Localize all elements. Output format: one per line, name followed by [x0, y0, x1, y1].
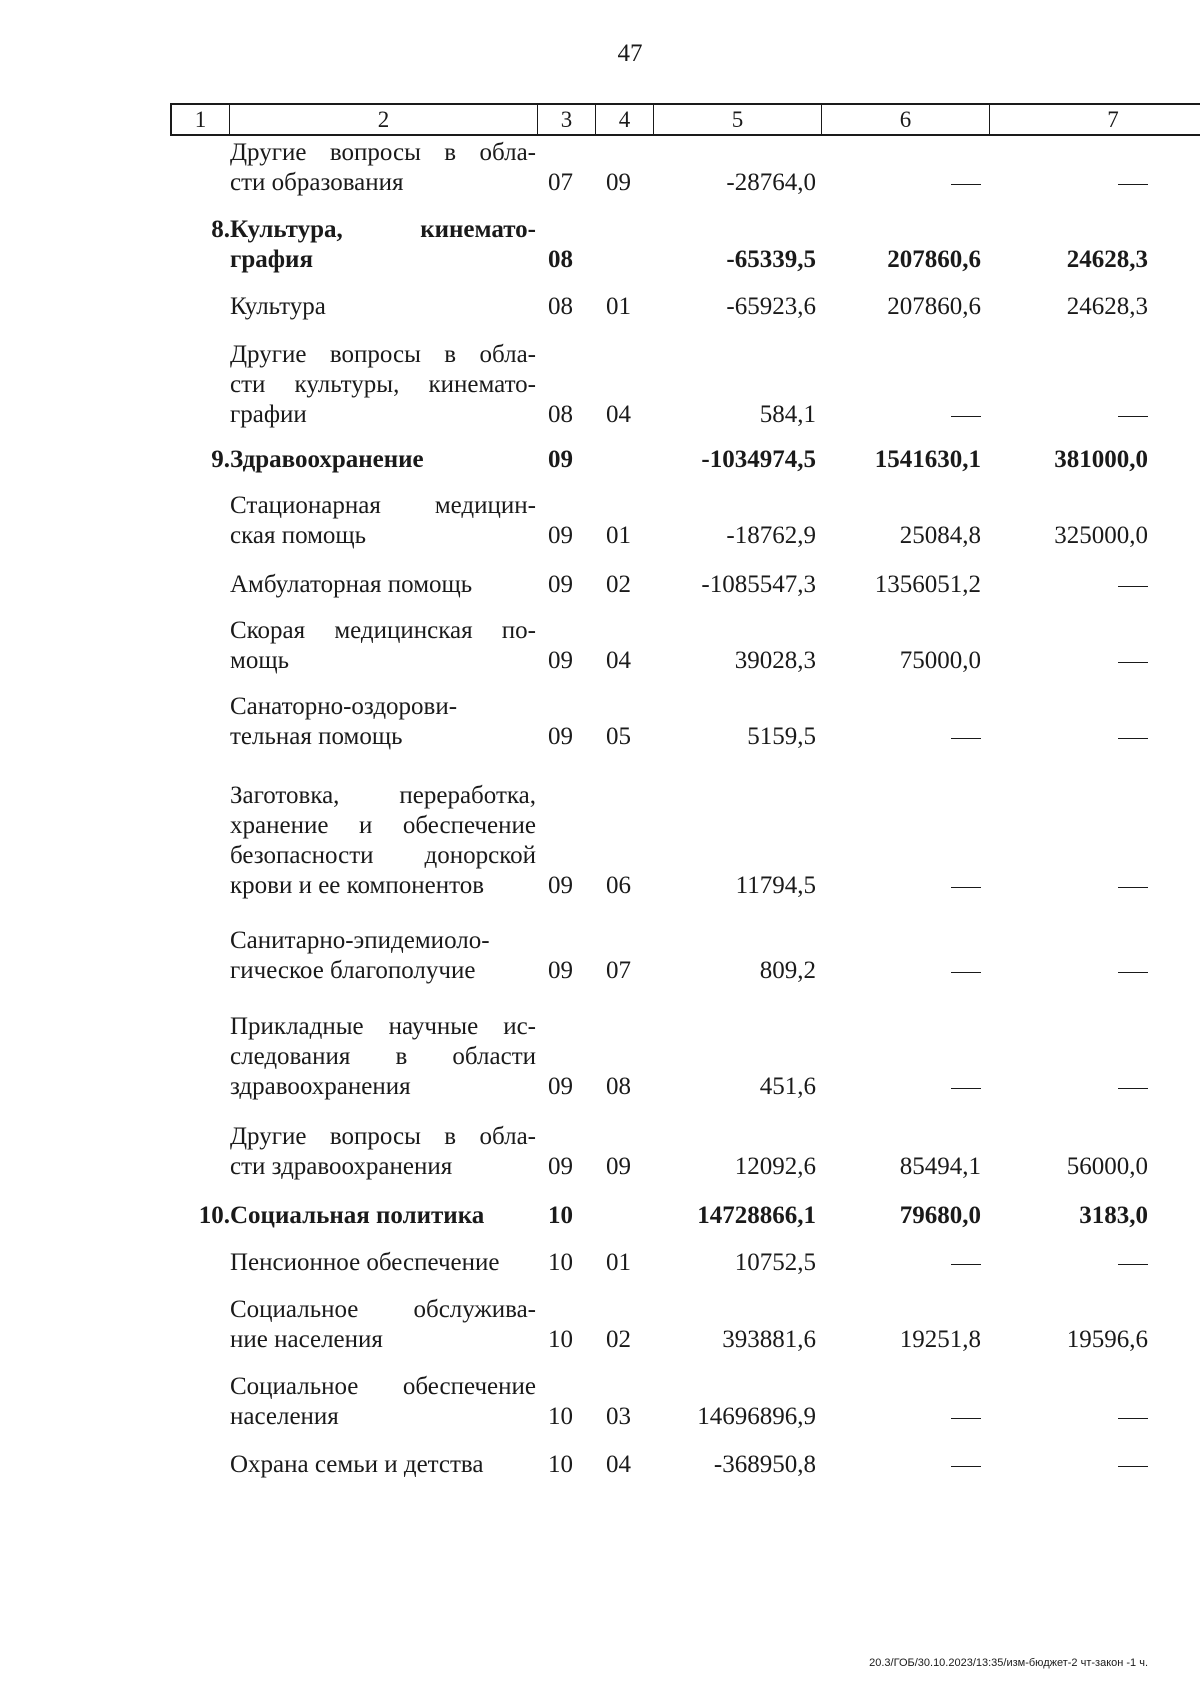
section-code: 09 [548, 522, 573, 549]
dash-mark [1118, 1466, 1148, 1467]
section-code: 10 [548, 1202, 573, 1229]
header-cell: 2 [230, 105, 538, 134]
section-code: 09 [548, 872, 573, 899]
value-col6 [951, 1072, 981, 1102]
value-col6 [951, 168, 981, 198]
row-name-line: Охрана семьи и детства [230, 1451, 484, 1478]
value-col7 [1118, 722, 1148, 752]
value-col5: -18762,9 [726, 522, 816, 549]
row-name [230, 292, 536, 322]
dash-mark [1118, 887, 1148, 888]
subsection-code: 04 [606, 401, 631, 428]
row-name-line: Санаторно-оздорови- [230, 693, 458, 720]
document-footer: 20.3/ГОБ/30.10.2023/13:35/изм-бюджет-2 чт-закон -1 ч. [869, 1657, 1148, 1669]
subsection-code: 01 [606, 522, 631, 549]
table-row [0, 491, 1200, 551]
value-col5: -1034974,5 [701, 446, 816, 473]
value-col7: 3183,0 [1079, 1202, 1148, 1229]
subsection-code: 09 [606, 1153, 631, 1180]
value-col7: 19596,6 [1066, 1326, 1148, 1353]
value-col7 [1118, 1072, 1148, 1102]
subsection-code: 06 [606, 872, 631, 899]
dash-mark [1118, 184, 1148, 185]
subsection-code: 01 [606, 1249, 631, 1276]
section-code: 09 [548, 957, 573, 984]
row-name-line: Другие вопросы в обла- [230, 139, 536, 166]
subsection-code: 09 [606, 169, 631, 196]
value-col6: 207860,6 [887, 293, 981, 320]
section-code: 09 [548, 1153, 573, 1180]
table-row [0, 1012, 1200, 1102]
value-col5: -65923,6 [726, 293, 816, 320]
value-col6: 207860,6 [887, 246, 981, 273]
section-code: 10 [548, 1403, 573, 1430]
value-col7: 24628,3 [1066, 293, 1148, 320]
row-name-line: тельная помощь [230, 723, 403, 750]
row-name [230, 445, 536, 475]
value-col7: 325000,0 [1054, 522, 1148, 549]
row-name [230, 1450, 536, 1480]
row-name [230, 781, 536, 901]
row-name-line: Социальное обслужива- [230, 1296, 536, 1323]
row-name-line: Амбулаторная помощь [230, 571, 473, 598]
row-name-line: Другие вопросы в обла- [230, 1123, 536, 1150]
subsection-code: 07 [606, 957, 631, 984]
row-name-line: крови и ее компонентов [230, 872, 485, 899]
row-name [230, 1295, 536, 1355]
row-name-line: сти образования [230, 169, 404, 196]
value-col6: 85494,1 [899, 1153, 981, 1180]
section-code: 10 [548, 1326, 573, 1353]
row-name-line: безопасности донорской [230, 842, 536, 869]
table-row [0, 1450, 1200, 1480]
row-name [230, 215, 536, 275]
value-col6 [951, 1450, 981, 1480]
value-col7 [1118, 168, 1148, 198]
header-cell: 4 [596, 105, 654, 134]
value-col7 [1118, 1402, 1148, 1432]
value-col6 [951, 1402, 981, 1432]
value-col6: 19251,8 [899, 1326, 981, 1353]
dash-mark [951, 972, 981, 973]
value-col7 [1118, 400, 1148, 430]
row-name-line: Прикладные научные ис- [230, 1013, 536, 1040]
value-col7 [1118, 1450, 1148, 1480]
table-row [0, 926, 1200, 986]
value-col6 [951, 871, 981, 901]
subsection-code: 04 [606, 1451, 631, 1478]
row-name-line: следования в области [230, 1043, 536, 1070]
value-col6: 1356051,2 [874, 571, 981, 598]
value-col6 [951, 722, 981, 752]
row-name [230, 1012, 536, 1102]
header-cell: 7 [1107, 106, 1119, 132]
dash-mark [1118, 1418, 1148, 1419]
section-code: 08 [548, 246, 573, 273]
dash-mark [1118, 586, 1148, 587]
row-name-line: Культура, кинемато- [230, 216, 536, 243]
section-code: 09 [548, 446, 573, 473]
row-name [230, 570, 536, 600]
value-col7: 24628,3 [1066, 246, 1148, 273]
row-name-line: Культура [230, 293, 326, 320]
table-row [0, 292, 1200, 322]
row-name-line: Социальное обеспечение [230, 1373, 536, 1400]
row-name [230, 340, 536, 430]
value-col5: 584,1 [759, 401, 816, 428]
value-col7 [1118, 956, 1148, 986]
row-name [230, 1201, 536, 1231]
dash-mark [1118, 972, 1148, 973]
value-col5: 14696896,9 [697, 1403, 816, 1430]
table-row [0, 1122, 1200, 1182]
row-name-line: Скорая медицинская по- [230, 617, 536, 644]
dash-mark [951, 1264, 981, 1265]
row-number: 10. [198, 1202, 230, 1229]
dash-mark [1118, 738, 1148, 739]
value-col5: 809,2 [759, 957, 816, 984]
value-col6: 79680,0 [899, 1202, 981, 1229]
value-col5: -28764,0 [726, 169, 816, 196]
dash-mark [951, 416, 981, 417]
dash-mark [951, 738, 981, 739]
subsection-code: 02 [606, 571, 631, 598]
table-row [0, 215, 1200, 275]
value-col5: 393881,6 [722, 1326, 816, 1353]
subsection-code: 05 [606, 723, 631, 750]
dash-mark [951, 1418, 981, 1419]
row-name-line: Стационарная медицин- [230, 492, 536, 519]
header-cell: 5 [654, 105, 822, 134]
header-cell: 6 [822, 105, 990, 134]
dash-mark [1118, 1264, 1148, 1265]
subsection-code: 02 [606, 1326, 631, 1353]
subsection-code: 01 [606, 293, 631, 320]
row-name-line: ние населения [230, 1326, 383, 1353]
section-code: 08 [548, 401, 573, 428]
value-col5: -1085547,3 [701, 571, 816, 598]
row-name [230, 138, 536, 198]
value-col7 [1118, 646, 1148, 676]
row-name [230, 926, 536, 986]
value-col6: 1541630,1 [874, 446, 981, 473]
value-col6: 25084,8 [899, 522, 981, 549]
dash-mark [951, 1088, 981, 1089]
row-name-line: Здравоохранение [230, 446, 424, 473]
value-col5: 39028,3 [734, 647, 816, 674]
section-code: 10 [548, 1249, 573, 1276]
row-name-line: хранение и обеспечение [230, 812, 536, 839]
section-code: 09 [548, 1073, 573, 1100]
table-row [0, 1372, 1200, 1432]
table-header [170, 103, 1200, 136]
row-name-line: Заготовка, переработка, [230, 782, 536, 809]
row-name [230, 491, 536, 551]
row-name-line: сти культуры, кинемато- [230, 371, 536, 398]
dash-mark [1118, 416, 1148, 417]
dash-mark [951, 887, 981, 888]
table-row [0, 445, 1200, 475]
value-col5: 451,6 [759, 1073, 816, 1100]
value-col7 [1118, 570, 1148, 600]
row-number: 8. [211, 216, 230, 243]
dash-mark [951, 184, 981, 185]
section-code: 09 [548, 647, 573, 674]
value-col5: 5159,5 [747, 723, 816, 750]
section-code: 09 [548, 723, 573, 750]
value-col5: 10752,5 [734, 1249, 816, 1276]
section-code: 09 [548, 571, 573, 598]
value-col5: 12092,6 [734, 1153, 816, 1180]
section-code: 08 [548, 293, 573, 320]
row-name-line: гическое благополучие [230, 957, 476, 984]
row-name-line: населения [230, 1403, 339, 1430]
section-code: 07 [548, 169, 573, 196]
table-row [0, 340, 1200, 430]
page-number: 47 [617, 40, 643, 67]
row-name-line: графии [230, 401, 307, 428]
subsection-code: 03 [606, 1403, 631, 1430]
row-name-line: Социальная политика [230, 1202, 485, 1229]
value-col6 [951, 400, 981, 430]
row-number: 9. [211, 446, 230, 473]
value-col5: 11794,5 [735, 872, 816, 899]
value-col5: -368950,8 [713, 1451, 816, 1478]
value-col6 [951, 1248, 981, 1278]
row-name-line: графия [230, 246, 313, 273]
row-name-line: Другие вопросы в обла- [230, 341, 536, 368]
row-name [230, 1122, 536, 1182]
table-row [0, 692, 1200, 752]
table-row [0, 1295, 1200, 1355]
dash-mark [1118, 662, 1148, 663]
row-name-line: ская помощь [230, 522, 367, 549]
table-row [0, 1201, 1200, 1231]
table-row [0, 570, 1200, 600]
row-name [230, 1372, 536, 1432]
row-name-line: Пенсионное обеспечение [230, 1249, 500, 1276]
dash-mark [1118, 1088, 1148, 1089]
table-row [0, 1248, 1200, 1278]
value-col7: 381000,0 [1054, 446, 1148, 473]
value-col6 [951, 956, 981, 986]
value-col7: 56000,0 [1066, 1153, 1148, 1180]
value-col7 [1118, 1248, 1148, 1278]
header-cell: 1 [172, 105, 230, 134]
value-col7 [1118, 871, 1148, 901]
row-name-line: сти здравоохранения [230, 1153, 453, 1180]
row-name [230, 692, 536, 752]
value-col5: -65339,5 [726, 246, 816, 273]
subsection-code: 04 [606, 647, 631, 674]
row-name [230, 1248, 536, 1278]
row-name [230, 616, 536, 676]
row-name-line: мощь [230, 647, 289, 674]
subsection-code: 08 [606, 1073, 631, 1100]
section-code: 10 [548, 1451, 573, 1478]
row-name-line: здравоохранения [230, 1073, 411, 1100]
table-row [0, 781, 1200, 901]
table-row [0, 138, 1200, 198]
row-name-line: Санитарно-эпидемиоло- [230, 927, 490, 954]
dash-mark [951, 1466, 981, 1467]
table-row [0, 616, 1200, 676]
header-cell: 3 [538, 105, 596, 134]
value-col5: 14728866,1 [697, 1202, 816, 1229]
value-col6: 75000,0 [899, 647, 981, 674]
